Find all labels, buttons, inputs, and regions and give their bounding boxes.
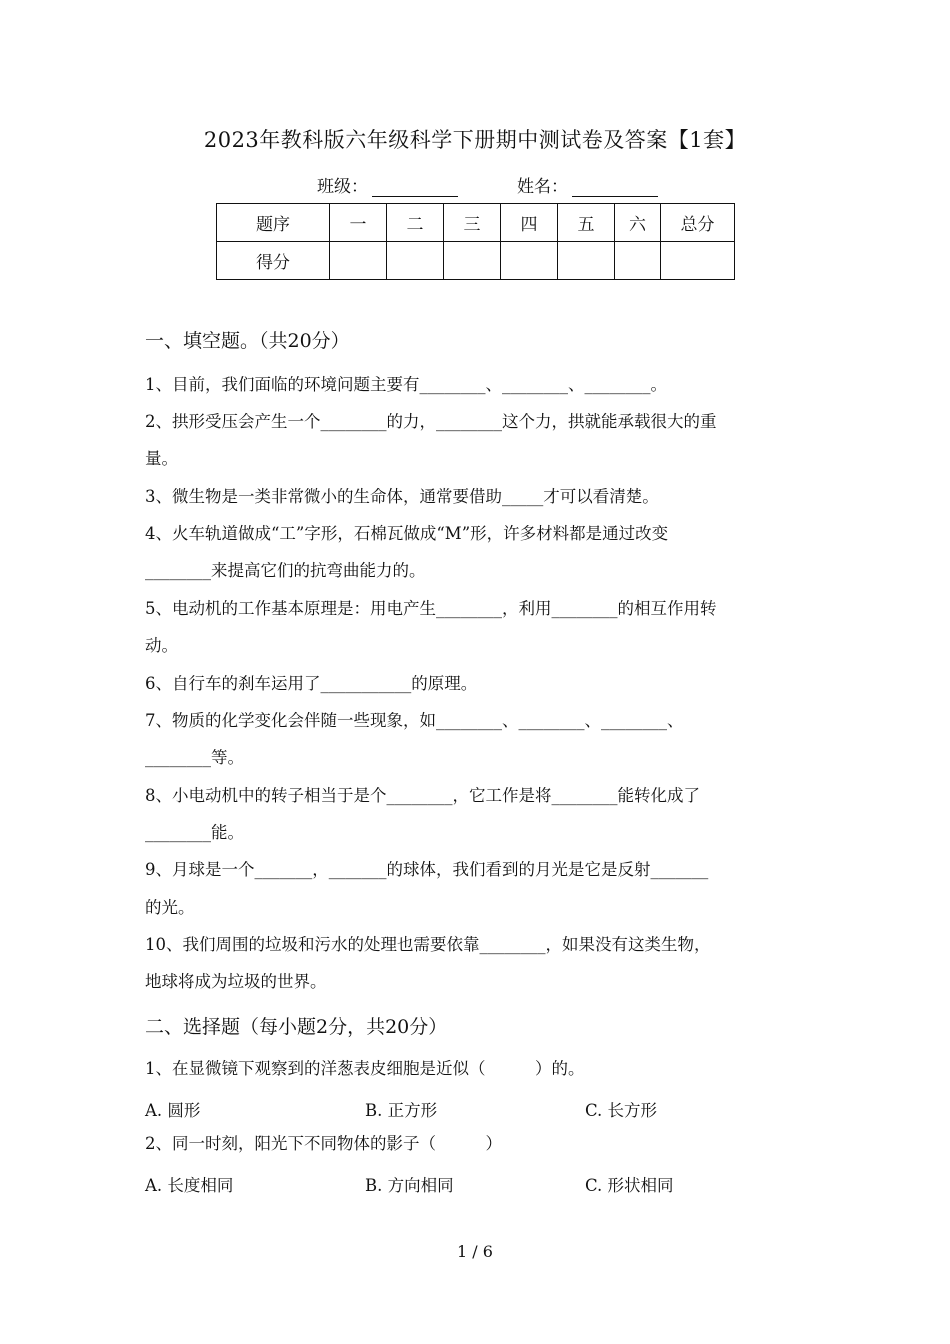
option-a: A. 长度相同 — [145, 1176, 234, 1195]
question-stem: 1、在显微镜下观察到的洋葱表皮细胞是近似（ ）的。 — [145, 1059, 585, 1078]
question-line: 的光。 — [145, 898, 195, 917]
class-blank — [372, 178, 458, 197]
class-label: 班级： — [317, 177, 368, 197]
question-line: 5、电动机的工作基本原理是：用电产生________，利用________的相互作用转 — [145, 599, 717, 618]
question-line: 4、火车轨道做成“工”字形，石棉瓦做成“M”形，许多材料都是通过改变 — [145, 524, 669, 543]
score-cell — [615, 242, 661, 280]
score-cell — [330, 242, 387, 280]
table-cell: 一 — [330, 204, 387, 242]
section1-heading: 一、填空题。（共20分） — [145, 330, 350, 352]
question-line: 地球将成为垃圾的世界。 — [145, 972, 327, 991]
question-line: 9、月球是一个_______，_______的球体，我们看到的月光是它是反射_______ — [145, 860, 709, 879]
name-label: 姓名： — [517, 177, 568, 197]
table-row — [217, 204, 735, 242]
table-cell: 二 — [387, 204, 444, 242]
score-cell — [558, 242, 615, 280]
table-cell: 题序 — [217, 204, 330, 242]
option-b: B. 方向相同 — [365, 1176, 454, 1195]
table-cell: 三 — [444, 204, 501, 242]
question-line: 7、物质的化学变化会伴随一些现象，如________、________、________、 — [145, 711, 684, 730]
score-cell — [661, 242, 735, 280]
page-number: 1 / 6 — [457, 1242, 493, 1261]
question-line: 2、拱形受压会产生一个________的力，________这个力，拱就能承载很大的重 — [145, 412, 717, 431]
table-cell: 四 — [501, 204, 558, 242]
score-cell — [387, 242, 444, 280]
question-line: 3、微生物是一类非常微小的生命体，通常要借助_____才可以看清楚。 — [145, 487, 659, 506]
option-a: A. 圆形 — [145, 1101, 201, 1120]
page-title: 2023年教科版六年级科学下册期中测试卷及答案【1套】 — [203, 128, 747, 152]
question-line: ________能。 — [145, 823, 244, 842]
question-line: 量。 — [145, 449, 178, 468]
score-cell — [444, 242, 501, 280]
option-b: B. 正方形 — [365, 1101, 438, 1120]
table-cell: 总分 — [661, 204, 735, 242]
option-c: C. 长方形 — [585, 1101, 658, 1120]
question-line: 10、我们周围的垃圾和污水的处理也需要依靠________，如果没有这类生物， — [145, 935, 711, 954]
question-line: 8、小电动机中的转子相当于是个________，它工作是将________能转化成了 — [145, 786, 700, 805]
table-cell: 得分 — [217, 242, 330, 280]
name-field — [517, 172, 658, 197]
table-cell: 六 — [615, 204, 661, 242]
score-cell — [501, 242, 558, 280]
option-c: C. 形状相同 — [585, 1176, 674, 1195]
class-field — [317, 172, 458, 197]
section2-heading: 二、选择题（每小题2分，共20分） — [145, 1016, 448, 1038]
question-stem: 2、同一时刻，阳光下不同物体的影子（ ） — [145, 1134, 502, 1153]
question-line: ________来提高它们的抗弯曲能力的。 — [145, 561, 426, 580]
table-row — [217, 242, 735, 280]
question-line: 动。 — [145, 636, 178, 655]
question-line: 1、目前，我们面临的环境问题主要有________、________、________。 — [145, 375, 667, 394]
question-line: ________等。 — [145, 748, 244, 767]
table-cell: 五 — [558, 204, 615, 242]
question-line: 6、自行车的刹车运用了___________的原理。 — [145, 674, 478, 693]
score-table — [216, 203, 735, 280]
name-blank — [572, 178, 658, 197]
